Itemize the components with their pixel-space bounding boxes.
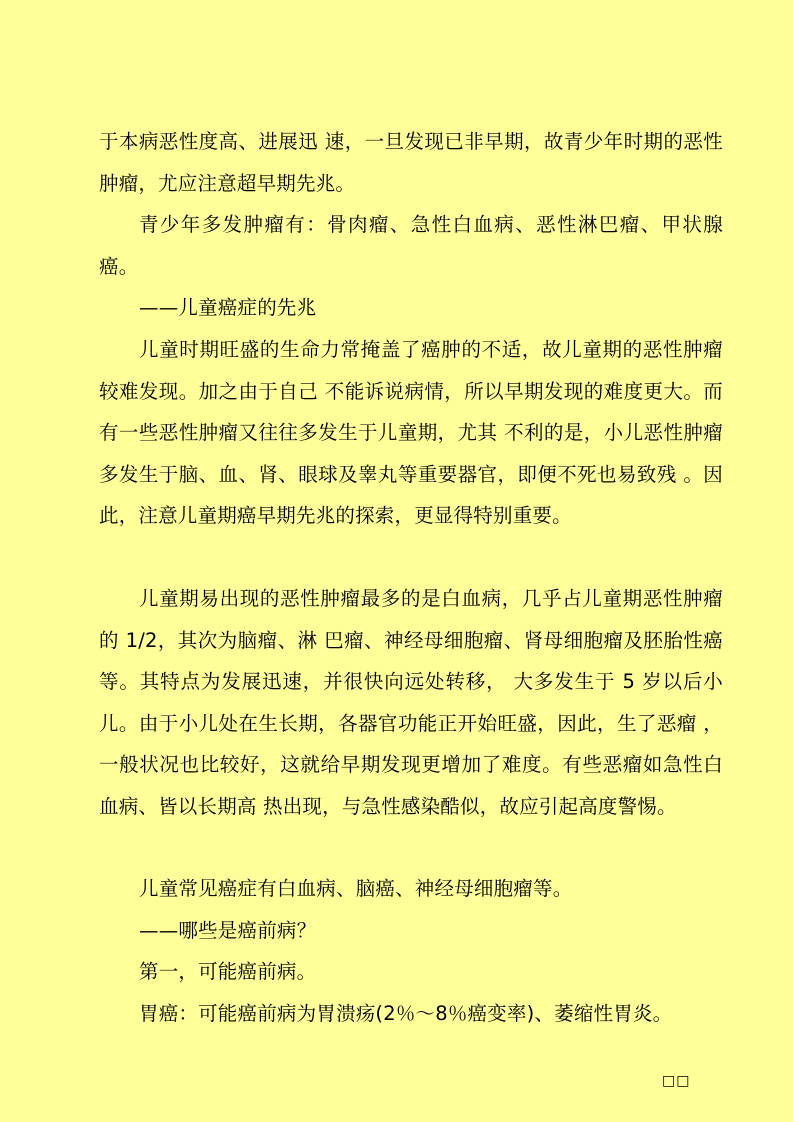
paragraph-child-leukemia: 儿童期易出现的恶性肿瘤最多的是白血病，几乎占儿童期恶性肿瘤的 1/2，其次为脑瘤、淋 巴瘤、神经母细胞瘤、肾母细胞瘤及胚胎性癌等。其特点为发展迅速，并很快向远处转移， 大多发生于 5 岁以后小儿。由于小儿处在生长期，各器官功能正开始旺盛，因此，生了恶瘤 ，一般状况也比较好，这就给早期发现更增加了难度。有些恶瘤如急性白血病、皆以长期高 热出现，与急性感染酷似，故应引起高度警惕。 [99,587,723,818]
paragraph-common-child-cancers: 儿童常见癌症有白血病、脑癌、神经母细胞瘤等。 [139,877,573,900]
paragraph-first-possible: 第一，可能癌前病。 [139,960,317,983]
section-heading-child-cancer: ——儿童癌症的先兆 [139,296,317,319]
paragraph-youth-tumors: 青少年多发肿瘤有：骨肉瘤、急性白血病、恶性淋巴瘤、甲状腺癌。 [99,213,723,278]
paragraph-child-vitality: 儿童时期旺盛的生命力常掩盖了癌肿的不适，故儿童期的恶性肿瘤较难发现。加之由于自己 不能诉说病情，所以早期发现的难度更大。而有一些恶性肿瘤又往往多发生于儿童期，尤其 不利的是，小儿恶性肿瘤多发生于脑、血、肾、眼球及睾丸等重要器官，即便不死也易致残 。因此，注意儿童期癌早期先兆的探索，更显得特别重要。 [99,338,723,527]
paragraph-stomach-cancer: 胃癌：可能癌前病为胃溃疡(2％～8％癌变率)、萎缩性胃炎。 [139,1002,673,1025]
section-heading-precancer: ——哪些是癌前病？ [139,919,317,942]
page-number: □□ [662,1073,691,1089]
paragraph-youth-intro: 于本病恶性度高、进展迅 速，一旦发现已非早期，故青少年时期的恶性肿瘤，尤应注意超早期先兆。 [99,130,723,195]
